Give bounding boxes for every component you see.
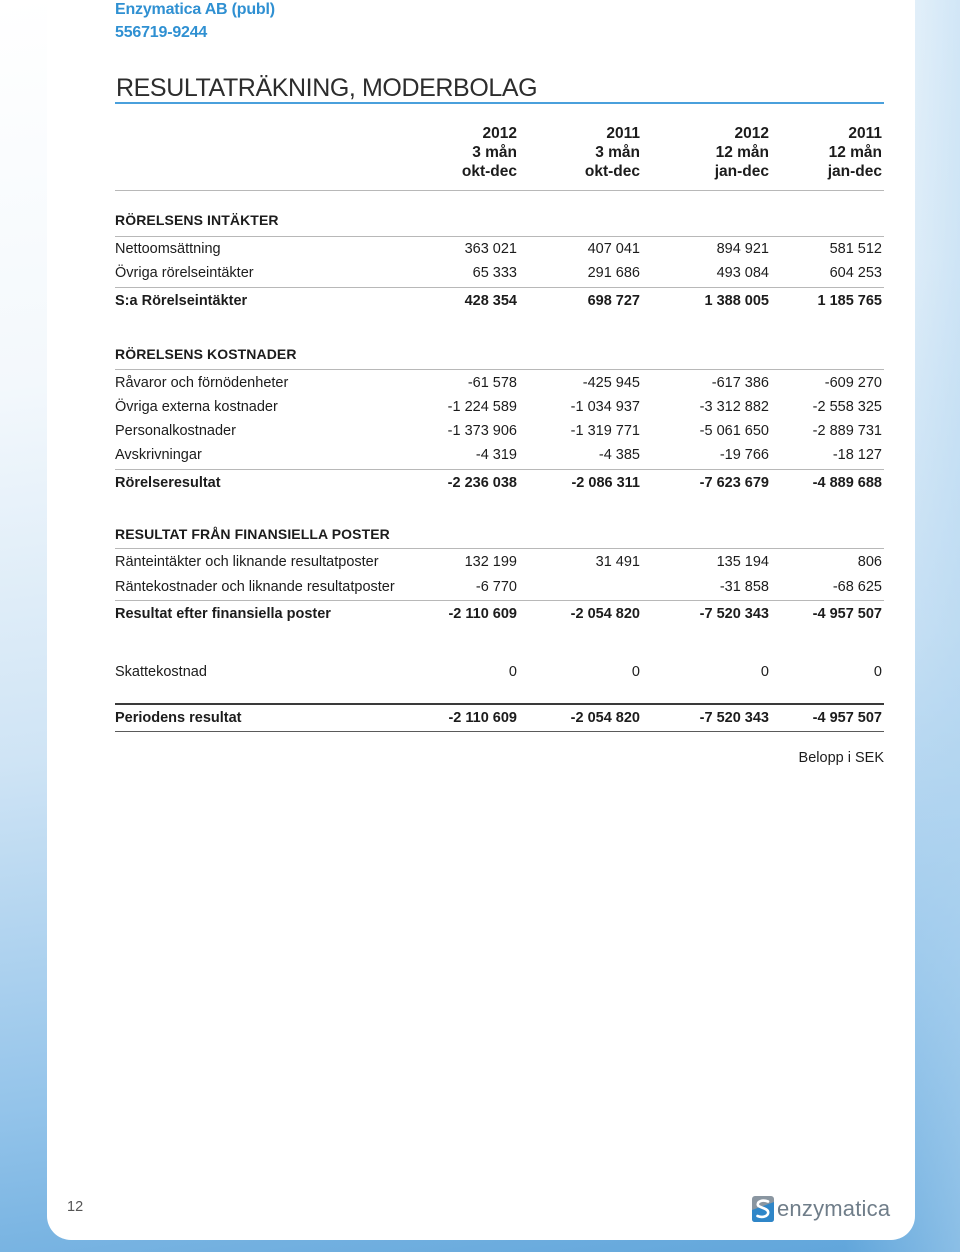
row-other-external-costs [115, 395, 882, 419]
row-label: Resultat efter finansiella poster [115, 606, 331, 622]
row-interest-expenses [115, 575, 882, 599]
cell-value: 135 194 [716, 554, 769, 570]
cell-value: -7 520 343 [699, 606, 769, 622]
divider [115, 600, 884, 601]
column-range: okt-dec [461, 163, 517, 180]
cell-value: -4 385 [598, 447, 640, 463]
cell-value: -2 054 820 [570, 606, 640, 622]
cell-value: -617 386 [711, 375, 769, 391]
cell-value: 428 354 [464, 293, 517, 309]
cell-value: 698 727 [587, 293, 640, 309]
cell-value: 363 021 [464, 241, 517, 257]
cell-value: 132 199 [464, 554, 517, 570]
divider-total [115, 731, 884, 732]
row-label: Råvaror och förnödenheter [115, 375, 289, 391]
row-label: Personalkostnader [115, 423, 236, 439]
divider [115, 287, 884, 288]
cell-value: -3 312 882 [699, 399, 769, 415]
cell-value: -4 957 507 [812, 606, 882, 622]
section-heading-financial-items [115, 522, 882, 546]
section-heading-operating-expenses [115, 342, 882, 366]
row-personnel-costs [115, 419, 882, 443]
cell-value: -2 889 731 [812, 423, 882, 439]
column-period: 3 mån [595, 144, 640, 161]
cell-value: 1 388 005 [704, 293, 769, 309]
row-label: Nettoomsättning [115, 241, 221, 257]
column-period: 3 mån [472, 144, 517, 161]
section-heading-label: RÖRELSENS INTÄKTER [115, 212, 279, 228]
row-label: Övriga rörelseintäkter [115, 265, 254, 281]
cell-value: -1 319 771 [570, 423, 640, 439]
row-tax-expense [115, 660, 882, 684]
cell-value: 493 084 [716, 265, 769, 281]
cell-value: 604 253 [829, 265, 882, 281]
cell-value: 31 491 [595, 554, 640, 570]
cell-value [517, 575, 640, 599]
row-raw-materials [115, 371, 882, 395]
section-heading-label: RÖRELSENS KOSTNADER [115, 346, 297, 362]
row-total-operating-income [115, 289, 882, 313]
cell-value: -7 623 679 [699, 475, 769, 491]
column-period: 12 mån [828, 144, 882, 161]
cell-value: 0 [508, 664, 517, 680]
page-title: RESULTATRÄKNING, MODERBOLAG [116, 74, 538, 102]
cell-value: 65 333 [472, 265, 517, 281]
title-underline [115, 102, 884, 104]
company-name: Enzymatica AB (publ) [115, 1, 275, 18]
cell-value: -31 858 [719, 579, 769, 595]
cell-value: -2 110 609 [448, 710, 517, 726]
row-label: Ränteintäkter och liknande resultatposter [115, 554, 379, 570]
row-label: Skattekostnad [115, 664, 207, 680]
column-year: 2012 [734, 125, 769, 142]
cell-value: -5 061 650 [699, 423, 769, 439]
row-operating-result [115, 471, 882, 495]
cell-value: 806 [857, 554, 882, 570]
divider [115, 369, 884, 370]
cell-value: -4 889 688 [812, 475, 882, 491]
row-label: S:a Rörelseintäkter [115, 293, 248, 309]
company-org-number: 556719-9244 [115, 24, 208, 41]
cell-value: -609 270 [824, 375, 882, 391]
logo-wordmark: enzymatica [777, 1196, 891, 1221]
row-result-after-financial-items [115, 602, 882, 626]
column-header-2012-full-year [640, 124, 769, 181]
divider [115, 190, 884, 191]
divider [115, 548, 884, 549]
cell-value: 1 185 765 [817, 293, 882, 309]
cell-value: -19 766 [719, 447, 769, 463]
column-year: 2011 [606, 125, 640, 142]
cell-value: -4 957 507 [812, 710, 882, 726]
cell-value: -1 034 937 [570, 399, 640, 415]
column-header-2012-q4 [415, 124, 517, 181]
enzymatica-logo-icon [752, 1196, 774, 1222]
cell-value: -7 520 343 [699, 710, 769, 726]
row-label: Avskrivningar [115, 447, 202, 463]
row-depreciation [115, 443, 882, 467]
cell-value: 894 921 [716, 241, 769, 257]
column-range: jan-dec [714, 163, 769, 180]
cell-value: 581 512 [829, 241, 882, 257]
column-header-spacer [115, 124, 415, 181]
column-year: 2012 [482, 125, 517, 142]
cell-value: -2 558 325 [812, 399, 882, 415]
divider-total [115, 703, 884, 705]
row-period-result [115, 706, 882, 730]
column-range: jan-dec [827, 163, 882, 180]
column-year: 2011 [848, 125, 882, 142]
cell-value: -2 054 820 [570, 710, 640, 726]
cell-value: -2 086 311 [571, 475, 640, 491]
row-label: Räntekostnader och liknande resultatposter [115, 579, 395, 595]
cell-value: -425 945 [582, 375, 640, 391]
cell-value: -18 127 [832, 447, 882, 463]
company-logo [752, 1194, 890, 1224]
cell-value: 0 [760, 664, 769, 680]
divider [115, 469, 884, 470]
cell-value: -1 373 906 [447, 423, 517, 439]
cell-value: -6 770 [475, 579, 517, 595]
cell-value: 0 [631, 664, 640, 680]
cell-value: -2 236 038 [447, 475, 517, 491]
currency-note: Belopp i SEK [798, 750, 884, 766]
cell-value: 0 [873, 664, 882, 680]
row-interest-income [115, 550, 882, 574]
cell-value: -4 319 [475, 447, 517, 463]
page-number: 12 [67, 1199, 84, 1215]
column-headers [115, 124, 882, 181]
column-header-2011-full-year [769, 124, 882, 181]
section-heading-operating-income [115, 208, 882, 232]
column-period: 12 mån [715, 144, 769, 161]
row-label: Övriga externa kostnader [115, 399, 278, 415]
cell-value: -68 625 [832, 579, 882, 595]
column-range: okt-dec [584, 163, 640, 180]
column-header-2011-q4 [517, 124, 640, 181]
cell-value: -61 578 [467, 375, 517, 391]
row-net-sales [115, 237, 882, 261]
cell-value: -2 110 609 [448, 606, 517, 622]
row-label: Rörelseresultat [115, 475, 221, 491]
row-label: Periodens resultat [115, 710, 242, 726]
row-other-operating-income [115, 261, 882, 285]
cell-value: 407 041 [587, 241, 640, 257]
cell-value: 291 686 [587, 265, 640, 281]
cell-value: -1 224 589 [447, 399, 517, 415]
section-heading-label: RESULTAT FRÅN FINANSIELLA POSTER [115, 526, 390, 542]
